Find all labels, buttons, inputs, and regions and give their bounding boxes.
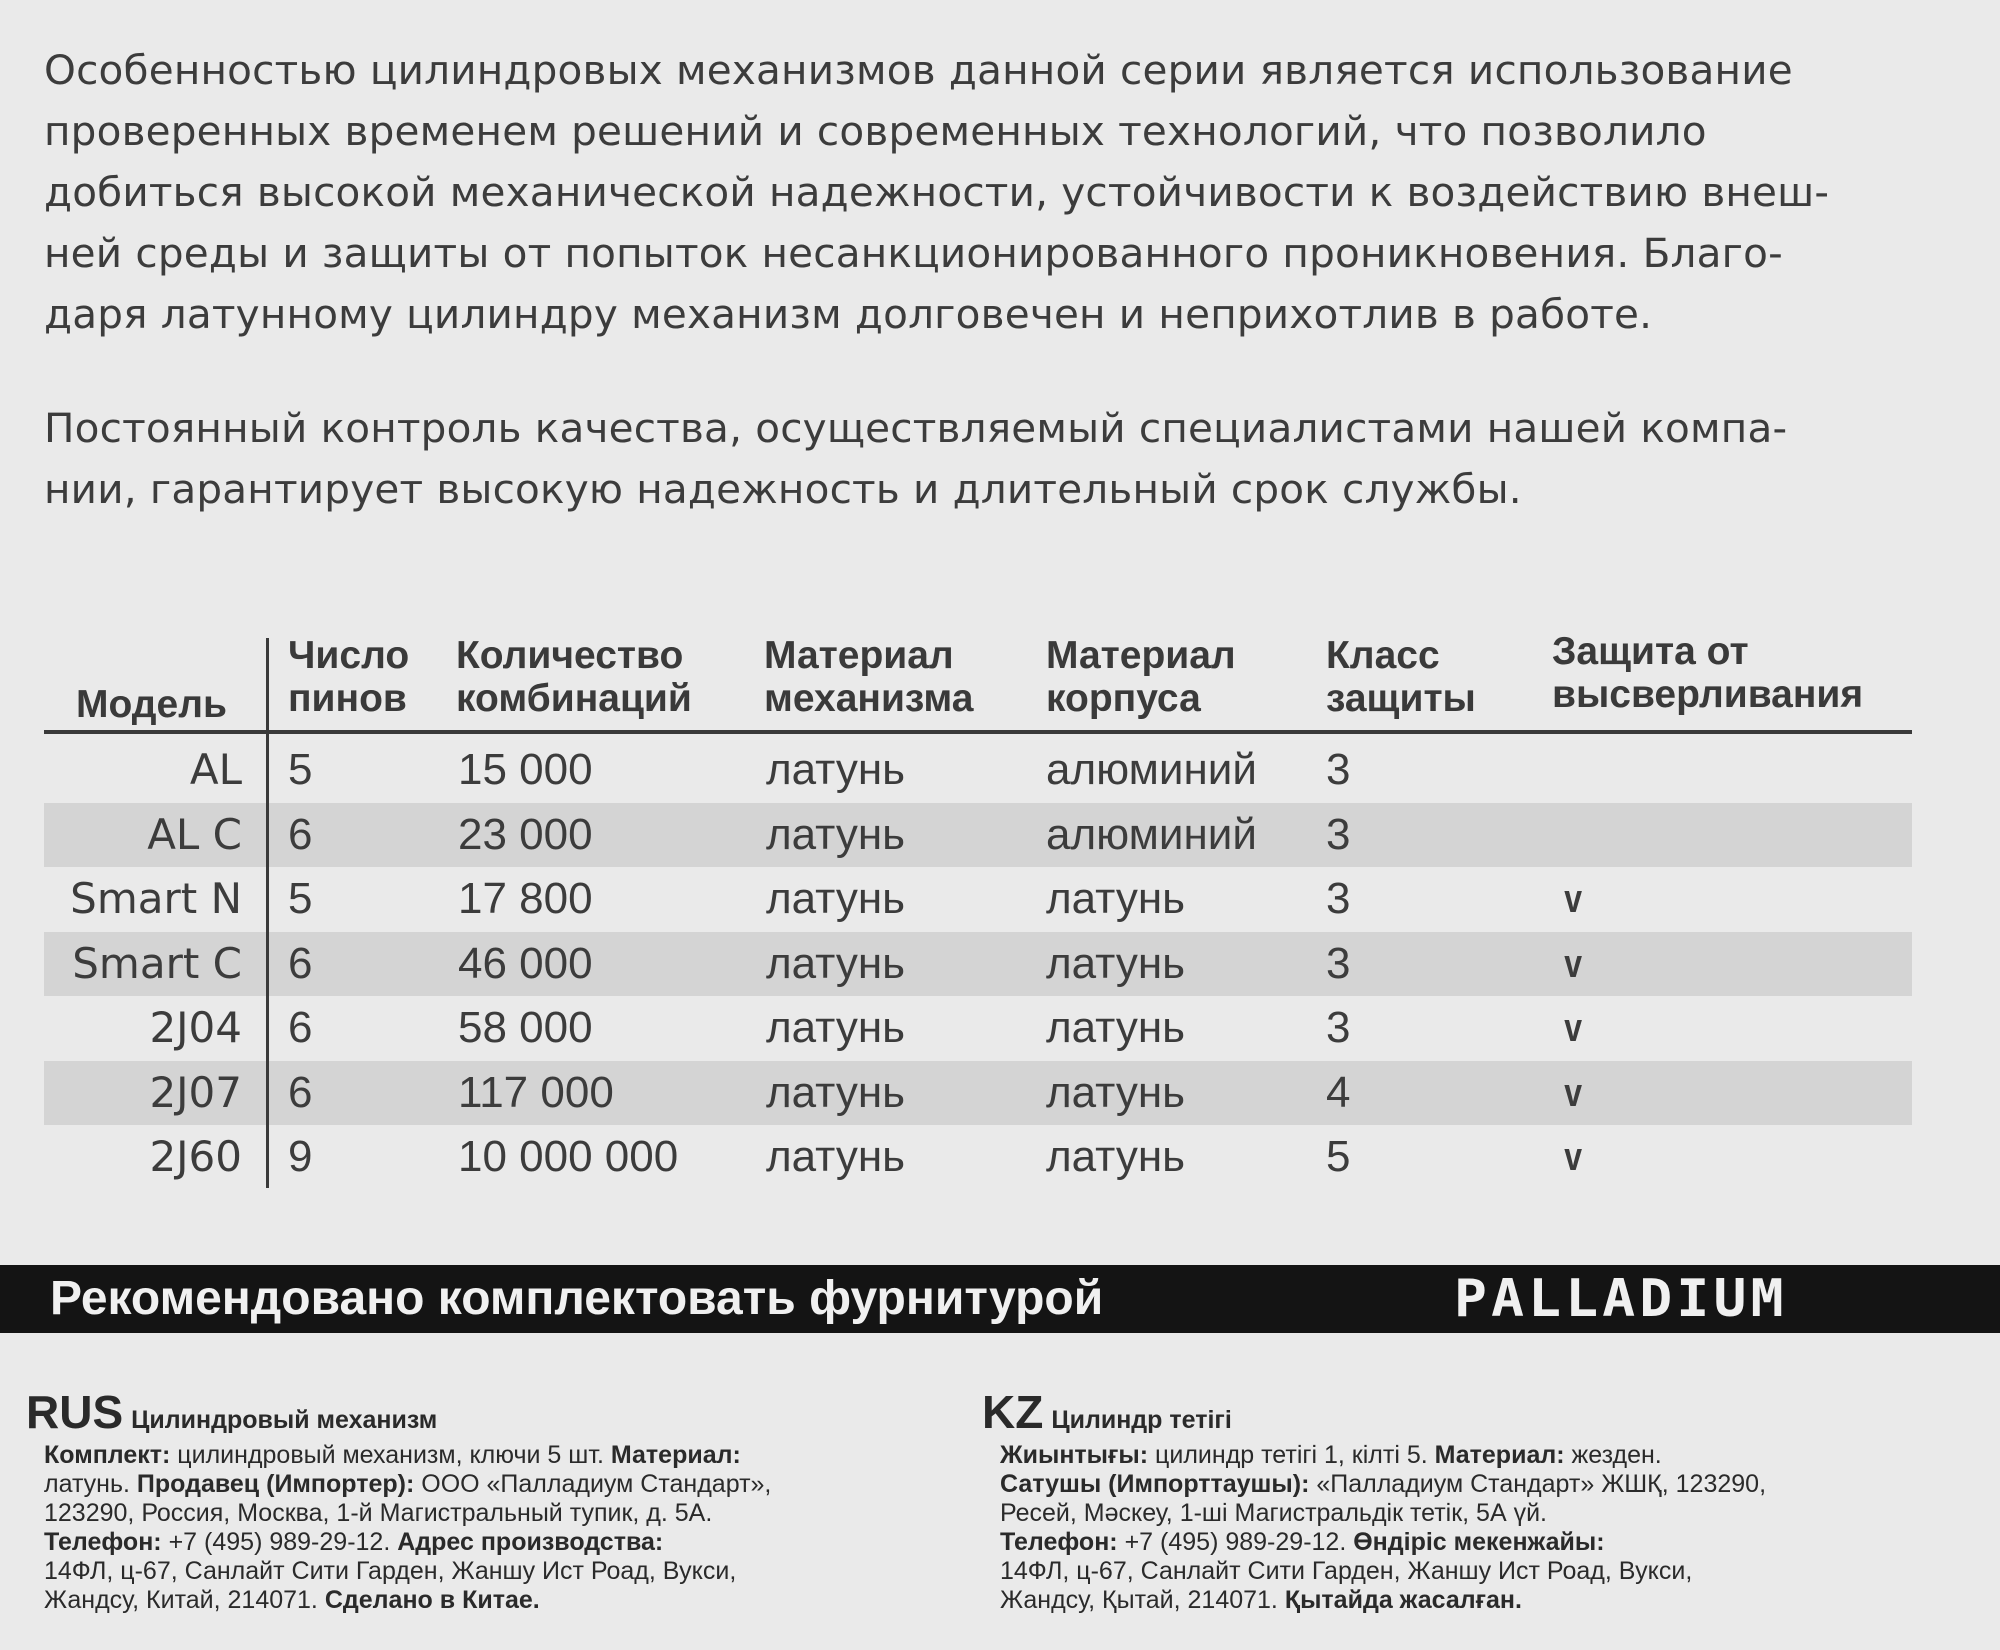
recommendation-banner: [0, 1265, 2000, 1333]
info-value: +7 (495) 989-29-12.: [1117, 1528, 1354, 1556]
row-protection-class: 3: [1326, 874, 1351, 923]
info-value: ООО «Палладиум Стандарт»,: [414, 1470, 772, 1498]
row-combinations: 10 000 000: [458, 1132, 679, 1181]
info-label: Адрес производства:: [397, 1528, 664, 1556]
row-protection-class: 5: [1326, 1132, 1351, 1181]
product-title: Цилиндровый механизм: [131, 1406, 438, 1434]
info-line: [44, 1586, 946, 1615]
row-body-material: латунь: [1046, 1132, 1186, 1181]
row-pins: 6: [288, 809, 313, 859]
info-label: Телефон:: [1000, 1528, 1118, 1556]
info-line: [1000, 1557, 1902, 1586]
info-value: цилиндровый механизм, ключи 5 шт.: [170, 1441, 611, 1469]
row-mechanism-material: латунь: [766, 874, 906, 923]
header-mechanism-material: Материал механизма: [764, 634, 974, 720]
info-label: Материал:: [1434, 1441, 1565, 1469]
info-value: +7 (495) 989-29-12.: [161, 1528, 398, 1556]
row-protection-class: 3: [1326, 938, 1351, 988]
language-code: KZ: [982, 1386, 1044, 1438]
info-text: [1000, 1441, 1902, 1615]
row-pins: 9: [288, 1132, 313, 1181]
row-model: Smart C: [72, 938, 242, 988]
info-value: 14ФЛ, ц-67, Санлайт Сити Гарден, Жаншу Ист Роад, Вукси,: [1000, 1557, 1693, 1585]
info-line: [1000, 1441, 1902, 1470]
palladium-logo: PALLADIUM: [1454, 1269, 1788, 1329]
row-pins: 6: [288, 1067, 313, 1117]
table-row: [44, 1061, 1912, 1125]
header-drill-protection: Защита от высверливания: [1552, 630, 1864, 716]
info-label: Сатушы (Импорттаушы):: [1000, 1470, 1310, 1498]
row-mechanism-material: латунь: [766, 1067, 906, 1117]
header-divider: [44, 730, 1912, 734]
row-combinations: 15 000: [458, 745, 593, 794]
row-mechanism-material: латунь: [766, 1132, 906, 1181]
header-protection-class: Класс защиты: [1326, 634, 1476, 720]
row-drill-protection: v: [1564, 941, 1583, 986]
kz-info-block: [982, 1385, 1902, 1615]
row-mechanism-material: латунь: [766, 938, 906, 988]
row-combinations: 58 000: [458, 1003, 593, 1052]
row-pins: 6: [288, 938, 313, 988]
info-text: [44, 1441, 946, 1615]
row-combinations: 17 800: [458, 874, 593, 923]
info-value: жезден.: [1564, 1441, 1662, 1469]
row-protection-class: 4: [1326, 1067, 1351, 1117]
row-mechanism-material: латунь: [766, 745, 906, 794]
info-value: цилиндр тетігі 1, кілті 5.: [1148, 1441, 1435, 1469]
rus-info-block: [26, 1385, 946, 1615]
banner-text: Рекомендовано комплектовать фурнитурой: [50, 1272, 1104, 1325]
row-body-material: латунь: [1046, 1003, 1186, 1052]
text-line: проверенных временем решений и современных технологий, что позволило: [44, 107, 1707, 155]
info-label: Телефон:: [44, 1528, 162, 1556]
row-protection-class: 3: [1326, 809, 1351, 859]
header-combinations: Количество комбинаций: [456, 634, 692, 720]
row-pins: 5: [288, 745, 313, 794]
text-line: добиться высокой механической надежности, устойчивости к воздействию внеш-: [44, 168, 1830, 216]
row-pins: 6: [288, 1003, 313, 1052]
row-drill-protection: v: [1564, 1135, 1583, 1179]
language-code: RUS: [26, 1386, 124, 1438]
info-line: [1000, 1499, 1902, 1528]
text-line: Особенностью цилиндровых механизмов данной серии является использование: [44, 46, 1793, 94]
info-line: [1000, 1470, 1902, 1499]
model-column-divider: [266, 638, 269, 1188]
table-row: [44, 996, 1912, 1060]
info-line: [44, 1528, 946, 1557]
table-row: [44, 738, 1912, 802]
row-drill-protection: v: [1564, 877, 1583, 921]
header-body-material: Материал корпуса: [1046, 634, 1236, 720]
info-line: [1000, 1528, 1902, 1557]
row-protection-class: 3: [1326, 745, 1351, 794]
info-line: [44, 1499, 946, 1528]
row-combinations: 46 000: [458, 938, 593, 988]
row-combinations: 23 000: [458, 809, 593, 859]
row-drill-protection: v: [1564, 1070, 1583, 1115]
info-value: Жандсу, Қытай, 214071.: [1000, 1586, 1285, 1614]
row-model: AL: [189, 745, 242, 794]
table-row: [44, 803, 1912, 867]
row-pins: 5: [288, 874, 313, 923]
row-body-material: латунь: [1046, 1067, 1186, 1117]
info-label: Комплект:: [44, 1441, 171, 1469]
info-value: 123290, Россия, Москва, 1-й Магистральный тупик, д. 5А.: [44, 1499, 713, 1527]
quality-paragraph: [44, 398, 1924, 520]
info-value: латунь.: [44, 1470, 137, 1498]
info-label: Сделано в Китае.: [324, 1586, 540, 1614]
text-line: нии, гарантирует высокую надежность и длительный срок службы.: [44, 465, 1522, 513]
info-label: Жиынтығы:: [1000, 1441, 1149, 1469]
row-body-material: латунь: [1046, 938, 1186, 988]
text-line: даря латунному цилиндру механизм долговечен и неприхотлив в работе.: [44, 290, 1653, 338]
info-line: [44, 1441, 946, 1470]
info-value: Ресей, Мәскеу, 1-ші Магистральдік тетік, 5А үй.: [1000, 1499, 1547, 1527]
row-mechanism-material: латунь: [766, 809, 906, 859]
row-drill-protection: v: [1564, 1006, 1583, 1050]
intro-paragraph: [44, 40, 1924, 345]
row-body-material: алюминий: [1046, 809, 1257, 859]
info-value: Жандсу, Китай, 214071.: [44, 1586, 325, 1614]
info-label: Продавец (Импортер):: [136, 1470, 415, 1498]
row-body-material: алюминий: [1046, 745, 1257, 794]
table-row: [44, 1125, 1912, 1189]
row-combinations: 117 000: [458, 1067, 614, 1117]
info-line: [44, 1557, 946, 1586]
row-model: 2J60: [149, 1132, 242, 1181]
info-value: 14ФЛ, ц-67, Санлайт Сити Гарден, Жаншу Ист Роад, Вукси,: [44, 1557, 737, 1585]
info-line: [1000, 1586, 1902, 1615]
specs-table: [44, 630, 1912, 1190]
info-label: Қытайда жасалған.: [1284, 1586, 1522, 1614]
text-line: ней среды и защиты от попыток несанкционированного проникновения. Благо-: [44, 229, 1783, 277]
row-model: 2J07: [149, 1067, 242, 1117]
header-pins: Число пинов: [288, 634, 410, 720]
row-mechanism-material: латунь: [766, 1003, 906, 1052]
table-row: [44, 867, 1912, 931]
row-model: Smart N: [70, 874, 242, 923]
row-model: AL C: [147, 809, 242, 859]
info-label: Материал:: [610, 1441, 741, 1469]
row-protection-class: 3: [1326, 1003, 1351, 1052]
row-model: 2J04: [149, 1003, 242, 1052]
text-line: Постоянный контроль качества, осуществляемый специалистами нашей компа-: [44, 404, 1788, 452]
info-label: Өндіріс мекенжайы:: [1353, 1528, 1605, 1556]
info-value: «Палладиум Стандарт» ЖШҚ, 123290,: [1309, 1470, 1767, 1498]
table-row: [44, 932, 1912, 996]
info-line: [44, 1470, 946, 1499]
product-title: Цилиндр тетігі: [1051, 1406, 1232, 1434]
header-model: Модель: [76, 683, 227, 726]
row-body-material: латунь: [1046, 874, 1186, 923]
